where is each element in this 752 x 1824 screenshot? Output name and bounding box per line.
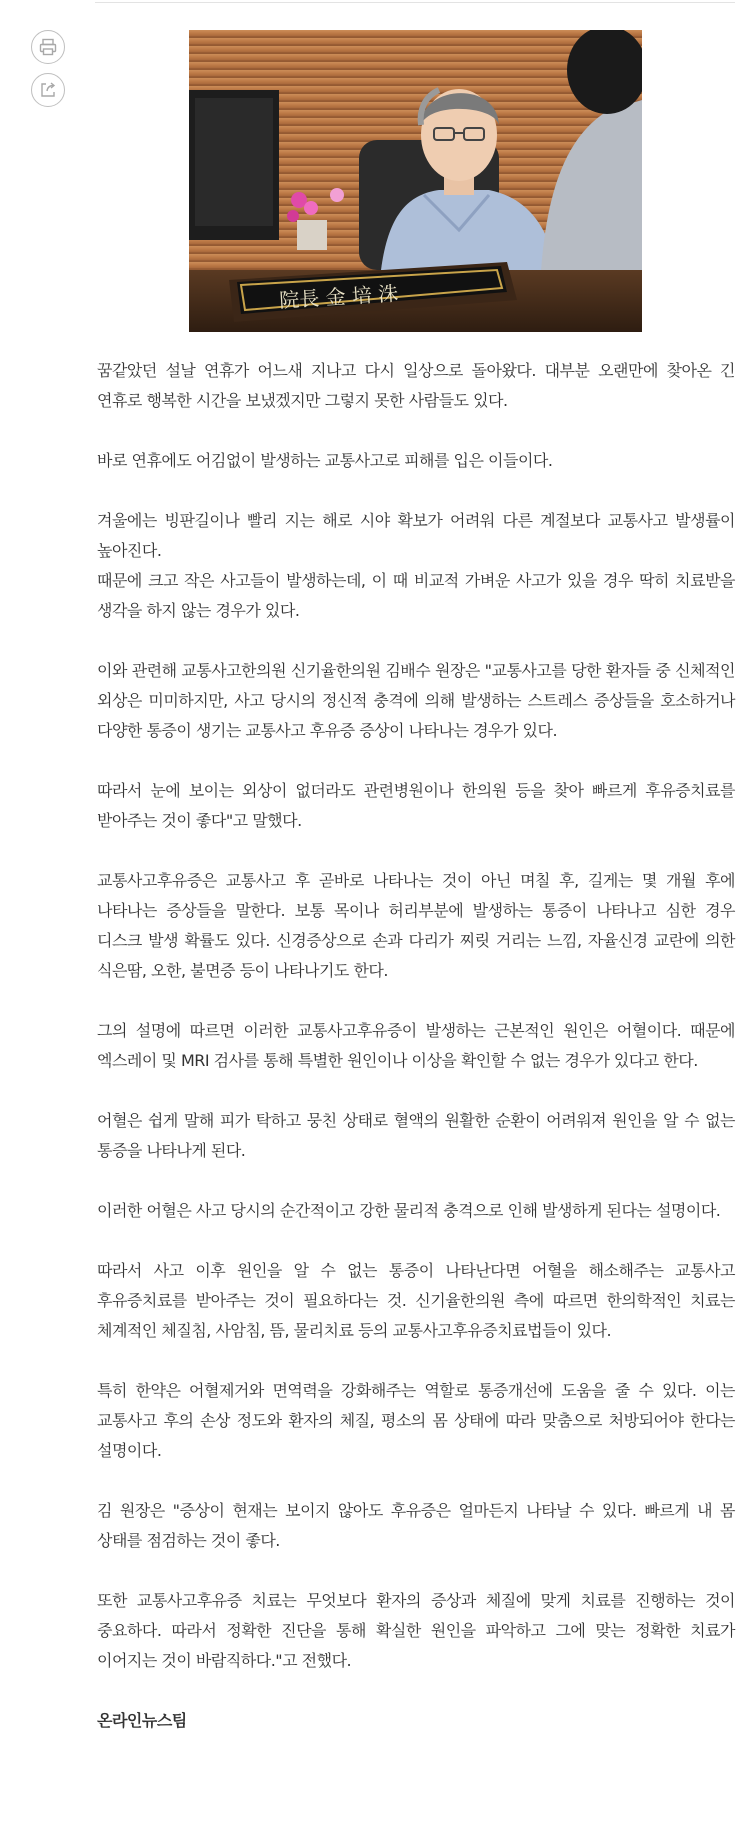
article-paragraph: 교통사고후유증은 교통사고 후 곧바로 나타나는 것이 아닌 며칠 후, 길게는 몇 개월 후에 나타나는 증상들을 말한다. 보통 목이나 허리부분에 발생하는 통증이 나타나고 심한 경우 디스크 발생 확률도 있다. 신경증상으로 손과 다리가 찌릿 거리는 느낌, 자율신경 교란에 의한 식은땀, 오한, 불면증 등이 나타나기도 한다.: [97, 871, 735, 980]
article-paragraph: 이러한 어혈은 사고 당시의 순간적이고 강한 물리적 충격으로 인해 발생하게 된다는 설명이다.: [97, 1201, 721, 1220]
article-paragraph: 또한 교통사고후유증 치료는 무엇보다 환자의 증상과 체질에 맞게 치료를 진행하는 것이 중요하다. 따라서 정확한 진단을 통해 확실한 원인을 파악하고 그에 맞는 정확한 치료가 이어지는 것이 바람직하다."고 전했다.: [97, 1591, 735, 1670]
doctor-photo-illustration: [189, 30, 642, 332]
article-paragraph: 특히 한약은 어혈제거와 면역력을 강화해주는 역할로 통증개선에 도움을 줄 수 있다. 이는 교통사고 후의 손상 정도와 환자의 체질, 평소의 몸 상태에 따라 맞춤으로 처방되어야 한다는 설명이다.: [97, 1381, 735, 1460]
top-divider: [95, 2, 735, 3]
share-button[interactable]: [31, 73, 65, 107]
article-paragraph: 김 원장은 "증상이 현재는 보이지 않아도 후유증은 얼마든지 나타날 수 있다. 빠르게 내 몸 상태를 점검하는 것이 좋다.: [97, 1501, 735, 1550]
article-paragraph: 때문에 크고 작은 사고들이 발생하는데, 이 때 비교적 가벼운 사고가 있을 경우 딱히 치료받을 생각을 하지 않는 경우가 있다.: [97, 571, 735, 620]
share-icon: [38, 80, 58, 100]
article-paragraph: 꿈같았던 설날 연휴가 어느새 지나고 다시 일상으로 돌아왔다. 대부분 오랜만에 찾아온 긴 연휴로 행복한 시간을 보냈겠지만 그렇지 못한 사람들도 있다.: [97, 361, 735, 410]
article-paragraph: 바로 연휴에도 어김없이 발생하는 교통사고로 피해를 입은 이들이다.: [97, 451, 553, 470]
nameplate-text: 院長 金 培 洙: [278, 281, 399, 313]
article-paragraph: 따라서 눈에 보이는 외상이 없더라도 관련병원이나 한의원 등을 찾아 빠르게 후유증치료를 받아주는 것이 좋다"고 말했다.: [97, 781, 735, 830]
article-paragraph: 겨울에는 빙판길이나 빨리 지는 해로 시야 확보가 어려워 다른 계절보다 교통사고 발생률이 높아진다.: [97, 511, 735, 560]
article-photo: [189, 30, 642, 332]
article-paragraph: 어혈은 쉽게 말해 피가 탁하고 뭉친 상태로 혈액의 원활한 순환이 어려워져 원인을 알 수 없는 통증을 나타나게 된다.: [97, 1111, 735, 1160]
article-body: [97, 356, 735, 1766]
print-icon: [38, 37, 58, 57]
print-button[interactable]: [31, 30, 65, 64]
article-paragraph: 그의 설명에 따르면 이러한 교통사고후유증이 발생하는 근본적인 원인은 어혈이다. 때문에 엑스레이 및 MRI 검사를 통해 특별한 원인이나 이상을 확인할 수 없는 경우가 있다고 한다.: [97, 1021, 735, 1070]
article-paragraph: 이와 관련해 교통사고한의원 신기율한의원 김배수 원장은 "교통사고를 당한 환자들 중 신체적인 외상은 미미하지만, 사고 당시의 정신적 충격에 의해 발생하는 스트레스 증상들을 호소하거나 다양한 통증이 생기는 교통사고 후유증 증상이 나타나는 경우가 있다.: [97, 661, 735, 740]
byline: 온라인뉴스팀: [97, 1711, 187, 1730]
article-toolbar: [31, 30, 65, 116]
article-paragraph: 따라서 사고 이후 원인을 알 수 없는 통증이 나타난다면 어혈을 해소해주는 교통사고 후유증치료를 받아주는 것이 필요하다는 것. 신기율한의원 측에 따르면 한의학적인 치료는 체계적인 체질침, 사암침, 뜸, 물리치료 등의 교통사고후유증치료법들이 있다.: [97, 1261, 735, 1340]
